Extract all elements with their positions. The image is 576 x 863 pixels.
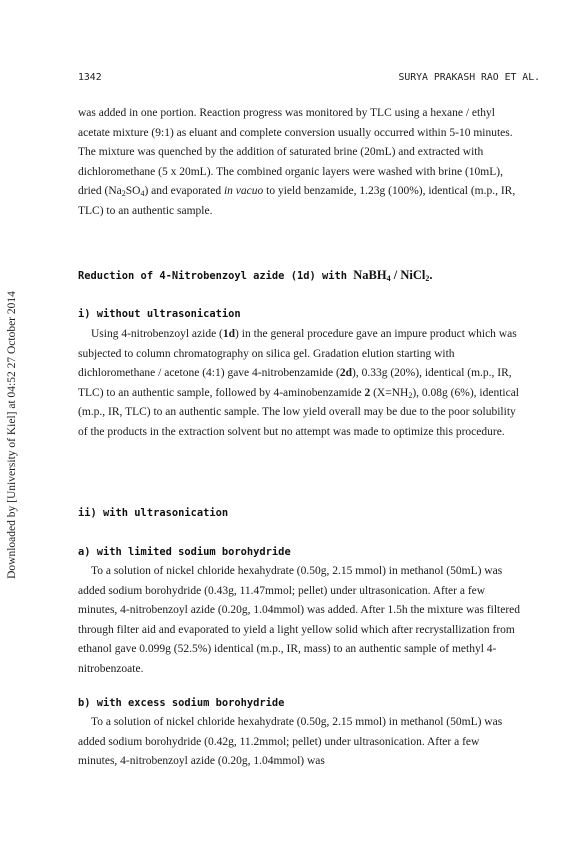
subsection-i-heading: i) without ultrasonication: [78, 308, 241, 320]
subsection-a-paragraph: To a solution of nickel chloride hexahydrate (0.50g, 2.15 mmol) in methanol (50mL) was added sodium borohydride (0.43g, 11.47mmol; pellet) under ultrasonication. After a few minutes, 4-nitrobenzoyl azide (0.20g, 1.04mmol) was added. After 1.5h the mixture was filtered through filter aid and evaporated to yield a light yellow solid which after recrystallization from ethanol gave 0.099g (52.5%) identical (m.p., IR, mass) to an authentic sample of methyl 4-nitrobenzoate.: [78, 565, 520, 675]
download-watermark-text: Downloaded by [University of Kiel] at 04:52 27 October 2014: [6, 291, 18, 579]
page-number: 1342: [78, 72, 102, 83]
running-head: SURYA PRAKASH RAO ET AL.: [398, 72, 540, 83]
subsection-b-paragraph: To a solution of nickel chloride hexahydrate (0.50g, 2.15 mmol) in methanol (50mL) was added sodium borohydride (0.42g, 11.2mmol; pellet) under ultrasonication. After a few minutes, 4-nitrobenzoyl azide (0.20g, 1.04mmol) was: [78, 716, 503, 767]
subsection-a-heading: a) with limited sodium borohydride: [78, 546, 291, 558]
subsection-i-paragraph: Using 4-nitrobenzoyl azide (1d) in the general procedure gave an impure product which was subjected to column chromatography on silica gel. Gradation elution starting with dichloromethane / acetone (4:1) gave 4-nitrobenzamide (2d), 0.33g (20%), identical (m.p., IR, TLC) to an authentic sample, followed by 4-aminobenzamide 2 $(X=NH_2)$, 0.08g (6%), identical (m.p., IR, TLC) to an authentic sample. The low yield overall may be due to the poor solubility of the products in the extraction solvent but no attempt was made to optimize this procedure.: [78, 328, 519, 438]
download-watermark: [4, 255, 20, 615]
intro-paragraph: was added in one portion. Reaction progress was monitored by TLC using a hexane / ethyl acetate mixture (9:1) as eluant and complete conversion usually occurred within 5-10 minutes. The mixture was quenched by the addition of saturated brine (20mL) and extracted with dichloromethane (5 x 20mL). The combined organic layers were washed with brine (10mL), dried $(Na_2SO_4)$ and evaporated in vacuo to yield benzamide, 1.23g (100%), identical (m.p., IR, TLC) to an authentic sample.: [78, 107, 516, 217]
section-heading: Reduction of 4-Nitrobenzoyl azide (1d) with NaBH$_4$ / NiCl$_2$.: [78, 268, 433, 283]
subsection-ii-heading: ii) with ultrasonication: [78, 507, 229, 519]
page-header: [78, 72, 540, 83]
subsection-b-heading: b) with excess sodium borohydride: [78, 697, 285, 709]
